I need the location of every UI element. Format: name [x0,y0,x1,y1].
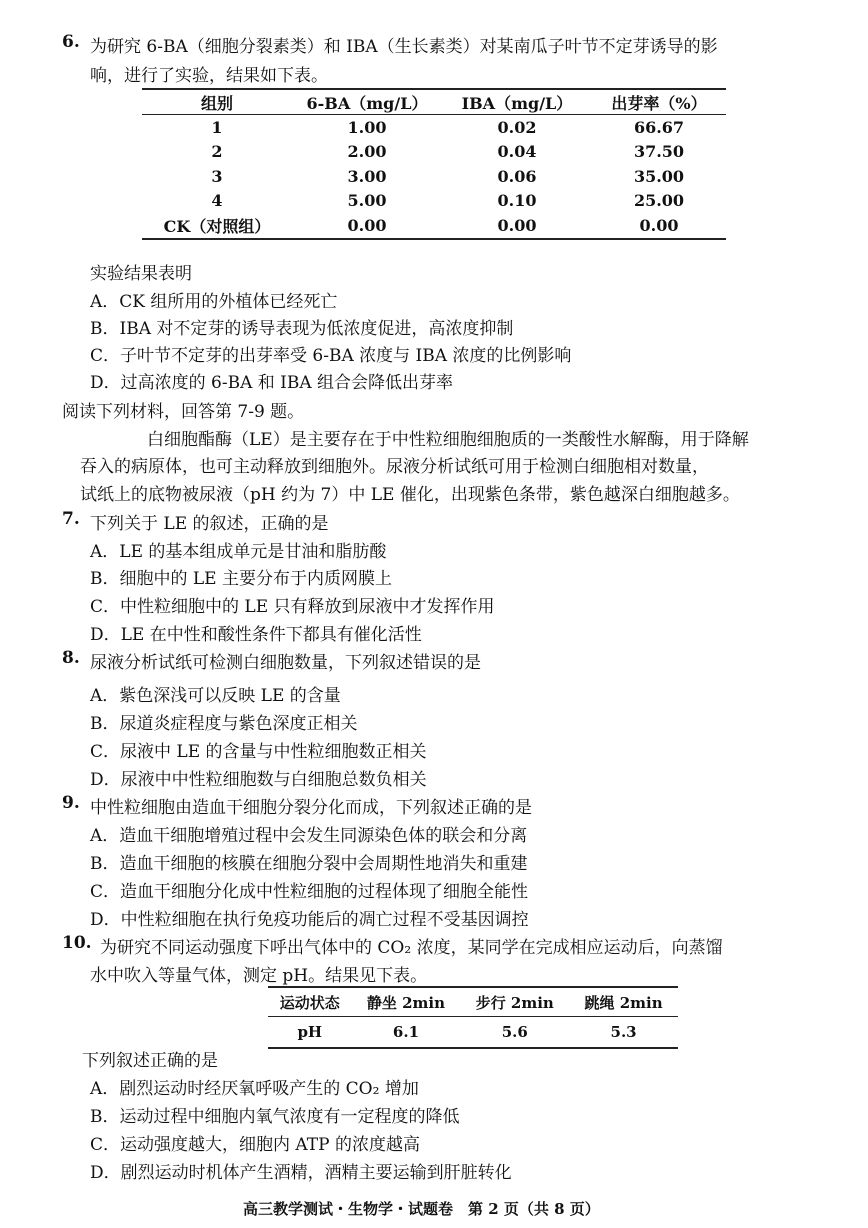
question-9-stem: 中性粒细胞由造血干细胞分裂分化而成，下列叙述正确的是 [90,798,532,818]
table-row [268,1017,678,1049]
question-9-number: 9. [62,793,80,813]
table-row [142,115,726,140]
question-8-option-d: D．尿液中中性粒细胞数与白细胞总数负相关 [90,770,427,790]
question-10-number: 10. [62,933,92,953]
table-cell: 2 [211,142,223,162]
table-cell: 0.00 [347,215,387,235]
table-header-cell: 跳绳 2min [569,987,678,1017]
table-cell: 6.1 [392,1023,420,1041]
question-7-option-b: B．细胞中的 LE 主要分布于内质网膜上 [90,569,392,589]
table-cell: 37.50 [633,142,685,162]
question-7-number: 7. [62,509,80,529]
table-cell: 0.00 [639,215,679,235]
question-9-option-a: A．造血干细胞增殖过程中会发生同源染色体的联会和分离 [90,826,528,846]
passage-line: 试纸上的底物被尿液（pH 约为 7）中 LE 催化，出现紫色条带，紫色越深白细胞越多。 [80,485,740,505]
table-cell: 5.6 [501,1023,528,1041]
table-header-row [268,987,678,1017]
table-cell: 0.00 [497,215,537,235]
table-header-cell: IBA（mg/L） [442,89,592,115]
question-7-stem: 下列关于 LE 的叙述，正确的是 [90,514,329,534]
question-10-option-b: B．运动过程中细胞内氧气浓度有一定程度的降低 [90,1107,460,1127]
table-header-cell: 静坐 2min [352,987,461,1017]
table-cell: 35.00 [633,166,685,186]
question-6-option-a: A．CK 组所用的外植体已经死亡 [90,292,338,312]
table-cell: 3 [211,166,223,186]
table-row [142,140,726,165]
table-row [142,164,726,189]
page-footer: 高三教学测试・生物学・试题卷 第 2 页（共 8 页） [243,1200,600,1218]
question-10-table [268,986,678,1049]
question-8-option-c: C．尿液中 LE 的含量与中性粒细胞数正相关 [90,742,427,762]
question-8-stem: 尿液分析试纸可检测白细胞数量，下列叙述错误的是 [90,653,481,673]
table-cell: 3.00 [347,166,387,186]
table-cell: pH [297,1023,323,1041]
table-header-cell: 出芽率（%） [592,89,726,115]
question-6-stem: 实验结果表明 [90,264,192,284]
table-header-cell: 6-BA（mg/L） [292,89,442,115]
question-10-option-a: A．剧烈运动时经厌氧呼吸产生的 CO₂ 增加 [90,1079,419,1099]
table-cell: 2.00 [347,142,387,162]
question-6-option-d: D．过高浓度的 6-BA 和 IBA 组合会降低出芽率 [90,373,454,393]
table-cell: 4 [211,191,223,211]
table-header-cell: 步行 2min [460,987,569,1017]
table-cell: 25.00 [633,191,685,211]
table-header-cell: 运动状态 [268,987,352,1017]
question-10-option-c: C．运动强度越大，细胞内 ATP 的浓度越高 [90,1135,420,1155]
table-header-row [142,89,726,115]
question-10-text-line2: 水中吹入等量气体，测定 pH。结果见下表。 [90,966,428,986]
question-10-text-line1: 为研究不同运动强度下呼出气体中的 CO₂ 浓度，某同学在完成相应运动后，向蒸馏 [100,938,723,958]
question-7-option-d: D．LE 在中性和酸性条件下都具有催化活性 [90,625,422,645]
table-cell: 1 [211,117,223,137]
table-cell: 5.3 [610,1023,637,1041]
table-cell: 66.67 [633,117,685,137]
question-6-table [142,88,726,240]
question-10-option-d: D．剧烈运动时机体产生酒精，酒精主要运输到肝脏转化 [90,1163,512,1183]
question-7-option-c: C．中性粒细胞中的 LE 只有释放到尿液中才发挥作用 [90,597,495,617]
table-cell: 0.10 [497,191,537,211]
table-cell: 5.00 [347,191,387,211]
table-cell: 0.04 [497,142,537,162]
question-6-text-line1: 为研究 6-BA（细胞分裂素类）和 IBA（生长素类）对某南瓜子叶节不定芽诱导的影 [90,37,718,57]
table-row [142,213,726,239]
question-6-number: 6. [62,32,80,52]
table-header-cell: 组别 [142,89,292,115]
table-row [142,189,726,214]
passage-line: 白细胞酯酶（LE）是主要存在于中性粒细胞细胞质的一类酸性水解酶，用于降解 [147,430,749,450]
question-9-option-c: C．造血干细胞分化成中性粒细胞的过程体现了细胞全能性 [90,882,529,902]
passage-line: 吞入的病原体，也可主动释放到细胞外。尿液分析试纸可用于检测白细胞相对数量， [80,457,709,477]
question-6-option-b: B．IBA 对不定芽的诱导表现为低浓度促进，高浓度抑制 [90,319,514,339]
question-8-option-a: A．紫色深浅可以反映 LE 的含量 [90,686,341,706]
question-9-option-d: D．中性粒细胞在执行免疫功能后的凋亡过程不受基因调控 [90,910,529,930]
table-cell: 0.06 [497,166,537,186]
table-cell: 1.00 [347,117,387,137]
question-6-text-line2: 响，进行了实验，结果如下表。 [90,66,328,86]
question-7-option-a: A．LE 的基本组成单元是甘油和脂肪酸 [90,542,387,562]
passage-intro: 阅读下列材料，回答第 7-9 题。 [62,402,305,422]
question-8-number: 8. [62,648,80,668]
question-9-option-b: B．造血干细胞的核膜在细胞分裂中会周期性地消失和重建 [90,854,528,874]
question-6-option-c: C．子叶节不定芽的出芽率受 6-BA 浓度与 IBA 浓度的比例影响 [90,346,572,366]
question-8-option-b: B．尿道炎症程度与紫色深度正相关 [90,714,358,734]
table-cell: 0.02 [497,117,537,137]
table-cell: CK（对照组） [163,216,271,236]
question-10-stem: 下列叙述正确的是 [82,1051,218,1071]
